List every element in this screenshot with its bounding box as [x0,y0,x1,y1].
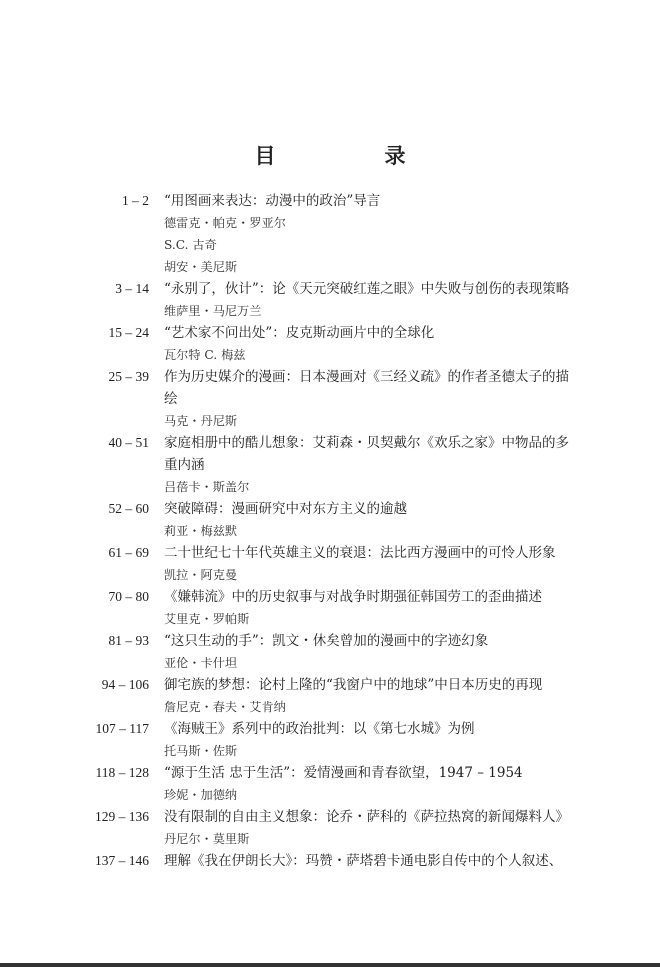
toc-page-range: 70 – 80 [108,589,149,604]
toc-entry [0,542,660,586]
toc-entry-title: “永别了，伙计”：论《天元突破红莲之眼》中失败与创伤的表现策略 [164,281,570,297]
toc-entry-author: 瓦尔特 C. 梅兹 [164,348,246,362]
toc-entry [0,718,660,762]
toc-entry-title: 御宅族的梦想：论村上隆的“我窗户中的地球”中日本历史的再现 [164,677,543,693]
toc-entry-author: 胡安・美尼斯 [164,260,238,274]
toc-entry-title: 突破障碍：漫画研究中对东方主义的逾越 [164,501,407,517]
toc-entry [0,850,660,872]
toc-entry-title: 没有限制的自由主义想象：论乔・萨科的《萨拉热窝的新闻爆料人》 [164,809,569,825]
toc-page-range: 118 – 128 [95,765,149,780]
toc-page-range: 1 – 2 [122,193,149,208]
toc-entry-author: 珍妮・加德纳 [164,788,238,802]
toc-page-range: 3 – 14 [115,281,149,296]
toc-page-range: 129 – 136 [95,809,149,824]
toc-page-range: 52 – 60 [108,501,149,516]
toc-page-range: 107 – 117 [95,721,149,736]
toc-entry [0,432,660,498]
toc-entry-author: 詹尼克・春夫・艾肯纳 [164,700,286,714]
toc-entry-title: “用图画来表达：动漫中的政治”导言 [164,193,381,209]
toc-entry-author: 凯拉・阿克曼 [164,568,238,582]
toc-entry [0,322,660,366]
toc-entry-title: 《海贼王》系列中的政治批判：以《第七水城》为例 [164,721,475,737]
toc-entry [0,366,660,432]
toc-entry-title: 《嫌韩流》中的历史叙事与对战争时期强征韩国劳工的歪曲描述 [164,589,542,605]
toc-page-range: 81 – 93 [108,633,149,648]
toc-entry-author: 托马斯・佐斯 [164,744,238,758]
toc-entry-title: 二十世纪七十年代英雄主义的衰退：法比西方漫画中的可怜人形象 [164,545,556,561]
toc-entry [0,806,660,850]
toc-page-range: 40 – 51 [108,435,149,450]
toc-page-range: 94 – 106 [101,677,149,692]
toc-entry-title: 家庭相册中的酷儿想象：艾莉森・贝契戴尔《欢乐之家》中物品的多重内涵 [164,435,569,473]
toc-entry-author: 丹尼尔・莫里斯 [164,832,250,846]
toc-page-range: 137 – 146 [95,853,149,868]
toc-entry-title: “艺术家不问出处”：皮克斯动画片中的全球化 [164,325,435,341]
toc-page-range: 25 – 39 [108,369,149,384]
toc-entry [0,762,660,806]
toc-entry-author: 艾里克・罗帕斯 [164,612,250,626]
toc-entry-author: 莉亚・梅兹默 [164,524,238,538]
page-title: 目 录 [254,144,450,168]
toc-entry-title: 理解《我在伊朗长大》：玛赞・萨塔碧卡通电影自传中的个人叙述、 [164,853,563,869]
toc-entry-author: 亚伦・卡什坦 [164,656,238,670]
toc-entry-author: 吕蓓卡・斯盖尔 [164,480,250,494]
toc-entry-title: 作为历史媒介的漫画：日本漫画对《三经义疏》的作者圣德太子的描绘 [164,369,569,407]
toc-entry-author: S.C. 古奇 [164,238,217,252]
toc-entry [0,586,660,630]
table-of-contents [0,190,660,872]
toc-entry-author: 德雷克・帕克・罗亚尔 [164,216,286,230]
toc-entry [0,190,660,278]
toc-entry [0,498,660,542]
bottom-rule [0,963,660,967]
toc-page-range: 61 – 69 [108,545,149,560]
toc-page-range: 15 – 24 [108,325,149,340]
toc-entry-title: “这只生动的手”：凯文・休矣曾加的漫画中的字迹幻象 [164,633,489,649]
toc-entry [0,630,660,674]
toc-entry-author: 维萨里・马尼万兰 [164,304,262,318]
toc-entry-author: 马克・丹尼斯 [164,414,238,428]
toc-entry [0,674,660,718]
toc-entry-title: “源于生活 忠于生活”：爱情漫画和青春欲望，1947 – 1954 [164,765,523,781]
toc-entry [0,278,660,322]
